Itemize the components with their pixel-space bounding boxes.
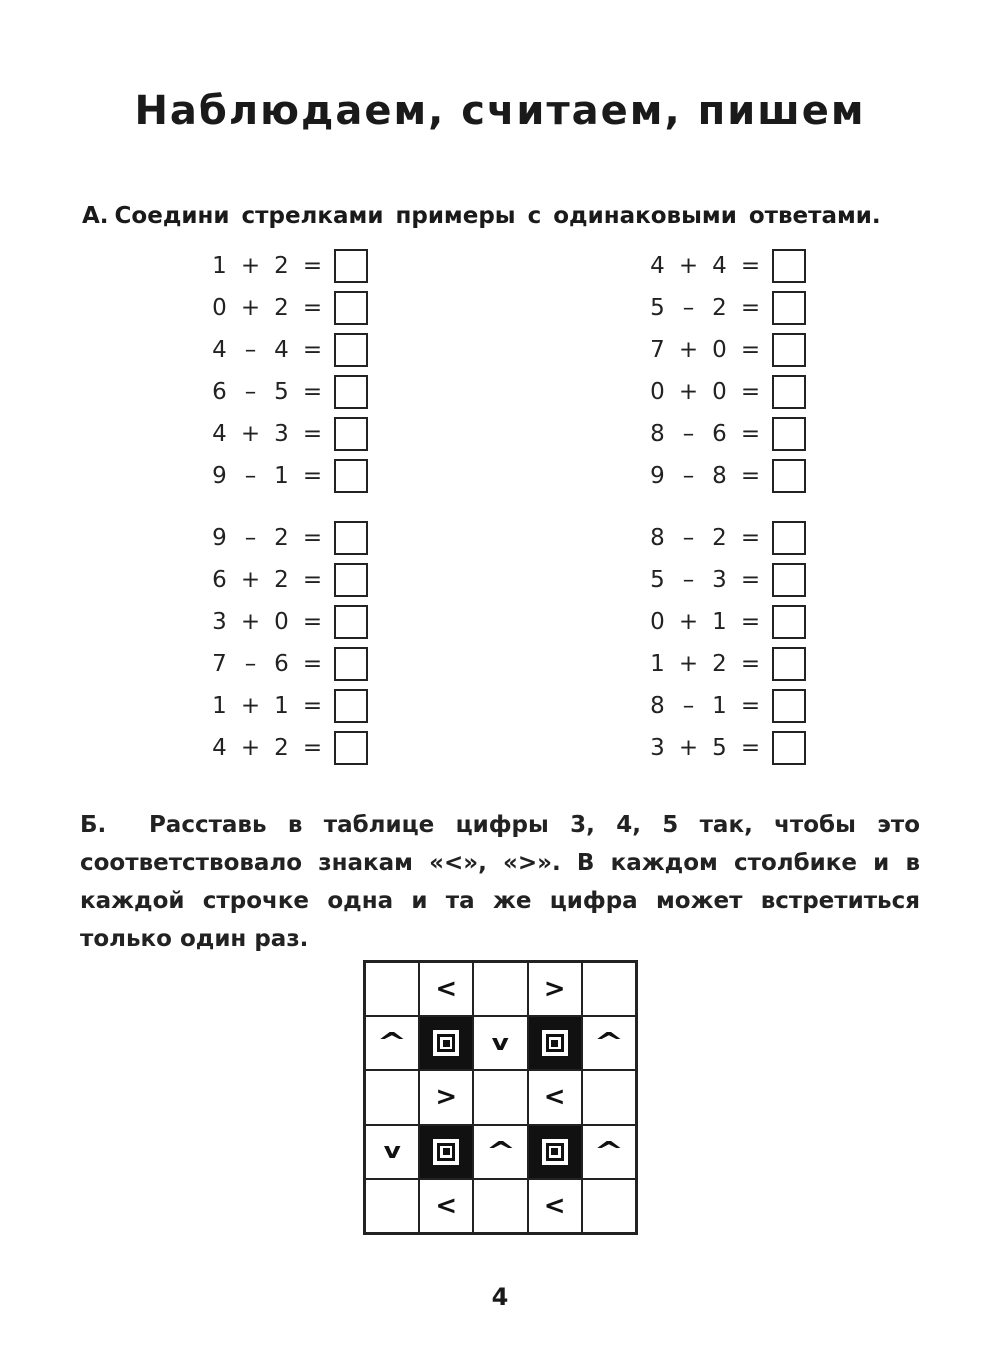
equals-sign: = xyxy=(302,253,323,279)
operator: – xyxy=(244,463,257,489)
empty-cell[interactable] xyxy=(582,1179,636,1233)
sign-cell: ^ xyxy=(582,1125,636,1179)
examples-right-bottom xyxy=(642,517,806,769)
sign-cell: < xyxy=(419,962,473,1016)
operand: 2 xyxy=(274,295,289,321)
operand: 9 xyxy=(212,525,227,551)
operand: 2 xyxy=(274,253,289,279)
operand: 0 xyxy=(712,379,727,405)
task-b-letter: Б. xyxy=(80,812,107,838)
empty-cell[interactable] xyxy=(365,1070,419,1124)
equals-sign: = xyxy=(302,567,323,593)
answer-box[interactable] xyxy=(772,459,806,493)
answer-box[interactable] xyxy=(772,417,806,451)
operand: 6 xyxy=(712,421,727,447)
example-row xyxy=(642,643,806,685)
operator: – xyxy=(682,567,695,593)
operator: + xyxy=(240,735,261,761)
page-title: Наблюдаем, считаем, пишем xyxy=(134,88,866,134)
example-row xyxy=(642,517,806,559)
blocked-cell xyxy=(528,1016,582,1070)
sign-cell: > xyxy=(528,962,582,1016)
operator: + xyxy=(678,337,699,363)
blocked-cell xyxy=(419,1016,473,1070)
square-target-icon xyxy=(433,1139,459,1165)
operand: 5 xyxy=(274,379,289,405)
answer-box[interactable] xyxy=(334,417,368,451)
equals-sign: = xyxy=(740,337,761,363)
example-row xyxy=(204,727,368,769)
example-row xyxy=(204,287,368,329)
operator: – xyxy=(682,693,695,719)
empty-cell[interactable] xyxy=(473,962,527,1016)
example-row xyxy=(642,329,806,371)
sign-cell: ^ xyxy=(582,1016,636,1070)
equals-sign: = xyxy=(740,421,761,447)
example-row xyxy=(204,455,368,497)
operator: – xyxy=(682,463,695,489)
operator: + xyxy=(240,253,261,279)
equals-sign: = xyxy=(302,651,323,677)
operand: 8 xyxy=(650,693,665,719)
example-row xyxy=(642,559,806,601)
operator: + xyxy=(240,693,261,719)
equals-sign: = xyxy=(302,337,323,363)
answer-box[interactable] xyxy=(772,647,806,681)
task-a-instruction xyxy=(82,203,881,229)
example-row xyxy=(642,727,806,769)
square-target-icon xyxy=(542,1139,568,1165)
operator: – xyxy=(682,421,695,447)
equals-sign: = xyxy=(302,421,323,447)
operator: + xyxy=(240,421,261,447)
equals-sign: = xyxy=(302,295,323,321)
example-row xyxy=(642,685,806,727)
operator: + xyxy=(240,295,261,321)
operand: 5 xyxy=(650,567,665,593)
examples-right-top xyxy=(642,245,806,497)
operand: 1 xyxy=(274,693,289,719)
sign-cell: < xyxy=(528,1070,582,1124)
operand: 2 xyxy=(712,295,727,321)
example-row xyxy=(204,643,368,685)
operand: 3 xyxy=(712,567,727,593)
equals-sign: = xyxy=(740,525,761,551)
sign-cell: ^ xyxy=(473,1125,527,1179)
operand: 9 xyxy=(650,463,665,489)
equals-sign: = xyxy=(740,735,761,761)
operand: 2 xyxy=(274,567,289,593)
answer-box[interactable] xyxy=(772,521,806,555)
answer-box[interactable] xyxy=(334,605,368,639)
operator: + xyxy=(678,253,699,279)
empty-cell[interactable] xyxy=(365,1179,419,1233)
operand: 0 xyxy=(712,337,727,363)
equals-sign: = xyxy=(740,379,761,405)
answer-box[interactable] xyxy=(334,647,368,681)
operand: 4 xyxy=(712,253,727,279)
answer-box[interactable] xyxy=(772,333,806,367)
answer-box[interactable] xyxy=(334,249,368,283)
equals-sign: = xyxy=(302,693,323,719)
empty-cell[interactable] xyxy=(473,1179,527,1233)
task-b-text: Расставь в таблице цифры 3, 4, 5 так, чтобы это соответствовало знакам «<», «>». В каждом столбике и в каждой строчке одна и та же цифра может встретиться только один раз. xyxy=(80,812,920,952)
operand: 9 xyxy=(212,463,227,489)
puzzle-grid xyxy=(363,960,638,1235)
equals-sign: = xyxy=(740,295,761,321)
example-row xyxy=(204,685,368,727)
example-row xyxy=(204,601,368,643)
operand: 6 xyxy=(212,379,227,405)
operand: 2 xyxy=(712,651,727,677)
operator: + xyxy=(240,609,261,635)
operator: – xyxy=(244,337,257,363)
example-row xyxy=(204,559,368,601)
answer-box[interactable] xyxy=(334,563,368,597)
example-row xyxy=(642,413,806,455)
equals-sign: = xyxy=(740,463,761,489)
equals-sign: = xyxy=(740,651,761,677)
operand: 0 xyxy=(650,379,665,405)
operand: 1 xyxy=(650,651,665,677)
answer-box[interactable] xyxy=(772,605,806,639)
answer-box[interactable] xyxy=(334,459,368,493)
operand: 3 xyxy=(274,421,289,447)
equals-sign: = xyxy=(302,463,323,489)
sign-cell: ^ xyxy=(365,1016,419,1070)
answer-box[interactable] xyxy=(334,731,368,765)
operand: 5 xyxy=(712,735,727,761)
empty-cell[interactable] xyxy=(582,962,636,1016)
operator: + xyxy=(678,379,699,405)
equals-sign: = xyxy=(740,567,761,593)
operand: 1 xyxy=(212,693,227,719)
example-row xyxy=(204,245,368,287)
answer-box[interactable] xyxy=(772,249,806,283)
operator: + xyxy=(678,735,699,761)
task-b-instruction xyxy=(80,806,920,958)
operator: – xyxy=(682,295,695,321)
example-row xyxy=(642,601,806,643)
operand: 2 xyxy=(274,525,289,551)
operand: 2 xyxy=(274,735,289,761)
operand: 6 xyxy=(274,651,289,677)
operand: 1 xyxy=(212,253,227,279)
sign-cell: < xyxy=(419,1179,473,1233)
answer-box[interactable] xyxy=(334,521,368,555)
empty-cell[interactable] xyxy=(582,1070,636,1124)
answer-box[interactable] xyxy=(334,689,368,723)
answer-box[interactable] xyxy=(772,375,806,409)
example-row xyxy=(204,517,368,559)
example-row xyxy=(204,413,368,455)
example-row xyxy=(204,371,368,413)
page-number: 4 xyxy=(491,1283,509,1311)
example-row xyxy=(642,371,806,413)
operand: 8 xyxy=(650,525,665,551)
operand: 1 xyxy=(274,463,289,489)
operand: 2 xyxy=(712,525,727,551)
operator: + xyxy=(678,651,699,677)
equals-sign: = xyxy=(740,253,761,279)
operand: 8 xyxy=(712,463,727,489)
operand: 5 xyxy=(650,295,665,321)
operand: 7 xyxy=(212,651,227,677)
operator: + xyxy=(240,567,261,593)
answer-box[interactable] xyxy=(334,375,368,409)
equals-sign: = xyxy=(302,735,323,761)
blocked-cell xyxy=(419,1125,473,1179)
answer-box[interactable] xyxy=(772,563,806,597)
square-target-icon xyxy=(433,1030,459,1056)
operator: – xyxy=(244,525,257,551)
operand: 0 xyxy=(212,295,227,321)
square-target-icon xyxy=(542,1030,568,1056)
operand: 4 xyxy=(212,421,227,447)
operand: 8 xyxy=(650,421,665,447)
sign-cell: v xyxy=(365,1125,419,1179)
operand: 3 xyxy=(650,735,665,761)
operand: 4 xyxy=(274,337,289,363)
equals-sign: = xyxy=(740,693,761,719)
equals-sign: = xyxy=(302,525,323,551)
example-row xyxy=(642,455,806,497)
blocked-cell xyxy=(528,1125,582,1179)
equals-sign: = xyxy=(740,609,761,635)
answer-box[interactable] xyxy=(772,731,806,765)
equals-sign: = xyxy=(302,609,323,635)
operand: 4 xyxy=(212,337,227,363)
examples-left-top xyxy=(204,245,368,497)
operator: – xyxy=(244,651,257,677)
empty-cell[interactable] xyxy=(473,1070,527,1124)
task-a-text: Соедини стрелками примеры с одинаковыми ответами. xyxy=(114,203,881,229)
operand: 6 xyxy=(212,567,227,593)
sign-cell: > xyxy=(419,1070,473,1124)
operand: 4 xyxy=(212,735,227,761)
operand: 3 xyxy=(212,609,227,635)
operand: 4 xyxy=(650,253,665,279)
equals-sign: = xyxy=(302,379,323,405)
task-a-letter: А. xyxy=(82,203,109,229)
sign-cell: v xyxy=(473,1016,527,1070)
operand: 0 xyxy=(650,609,665,635)
answer-box[interactable] xyxy=(334,291,368,325)
example-row xyxy=(204,329,368,371)
example-row xyxy=(642,287,806,329)
operand: 1 xyxy=(712,609,727,635)
answer-box[interactable] xyxy=(772,291,806,325)
operand: 1 xyxy=(712,693,727,719)
answer-box[interactable] xyxy=(772,689,806,723)
answer-box[interactable] xyxy=(334,333,368,367)
sign-cell: < xyxy=(528,1179,582,1233)
operator: – xyxy=(682,525,695,551)
examples-left-bottom xyxy=(204,517,368,769)
example-row xyxy=(642,245,806,287)
operand: 7 xyxy=(650,337,665,363)
operator: + xyxy=(678,609,699,635)
operand: 0 xyxy=(274,609,289,635)
operator: – xyxy=(244,379,257,405)
empty-cell[interactable] xyxy=(365,962,419,1016)
